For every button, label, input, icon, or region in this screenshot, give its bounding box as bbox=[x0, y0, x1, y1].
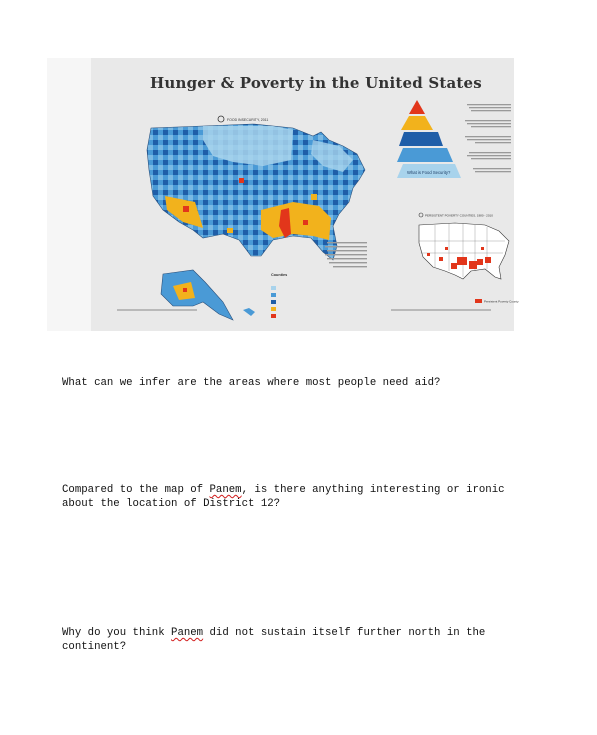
hawaii-shape bbox=[243, 308, 255, 316]
pyramid-tier-dark-blue bbox=[399, 132, 443, 146]
alaska-shape bbox=[161, 270, 233, 320]
pyramid-tier-red bbox=[409, 100, 425, 114]
plains-red-patch bbox=[239, 178, 244, 183]
pyramid-tier-mid-blue bbox=[397, 148, 453, 162]
question-2-start: Compared to the map of bbox=[62, 484, 210, 496]
map-label-icon bbox=[218, 116, 224, 122]
question-2-end: , is there anything interesting or ironic about the location of District 12? bbox=[62, 484, 505, 510]
legend-swatch-2 bbox=[271, 293, 276, 297]
southwest-red-patch bbox=[183, 206, 189, 212]
poster-left-shadow bbox=[47, 58, 91, 331]
us-outline-small bbox=[419, 223, 509, 279]
footer-fine-print-right bbox=[391, 309, 491, 311]
map2-label: PERSISTENT POVERTY COUNTIES, 1980 - 2010 bbox=[425, 213, 493, 218]
question-1: What can we infer are the areas where most people need aid? bbox=[62, 377, 441, 389]
pyramid-description-text bbox=[465, 104, 511, 172]
poster-content bbox=[91, 58, 519, 331]
legend2-swatch bbox=[475, 299, 482, 303]
persistent-poverty-map bbox=[415, 213, 519, 313]
legend-swatch-5 bbox=[271, 314, 276, 318]
pyramid-bottom-label: What is Food Security? bbox=[407, 170, 451, 175]
legend-swatch-1 bbox=[271, 286, 276, 290]
question-2-panem-word: Panem bbox=[209, 484, 242, 496]
legend-swatch-3 bbox=[271, 300, 276, 304]
legend-title: Counties bbox=[271, 273, 288, 277]
georgia-red-patch bbox=[303, 220, 308, 225]
legend-swatch-4 bbox=[271, 307, 276, 311]
question-3-end: did not sustain itself further north in the continent? bbox=[62, 627, 486, 653]
appalachia-yellow-patch bbox=[311, 194, 317, 200]
footer-fine-print-left bbox=[117, 309, 197, 311]
poster-title: Hunger & Poverty in the United States bbox=[150, 74, 482, 92]
alaska-red-patch bbox=[183, 288, 187, 292]
hunger-poverty-poster-image bbox=[47, 58, 519, 331]
legend2-label: Persistent Poverty County bbox=[484, 299, 519, 304]
texas-yellow-patch bbox=[227, 228, 233, 233]
question-3-start: Why do you think bbox=[62, 627, 172, 639]
question-2 bbox=[62, 484, 542, 511]
food-security-pyramid bbox=[399, 100, 514, 192]
question-3-panem-word: Panem bbox=[171, 627, 204, 639]
question-3 bbox=[62, 627, 542, 654]
us-food-insecurity-map bbox=[143, 110, 393, 330]
map2-label-icon bbox=[419, 213, 423, 217]
pyramid-tier-yellow bbox=[401, 116, 433, 130]
map-label: FOOD INSECURITY, 2011 bbox=[227, 118, 269, 122]
